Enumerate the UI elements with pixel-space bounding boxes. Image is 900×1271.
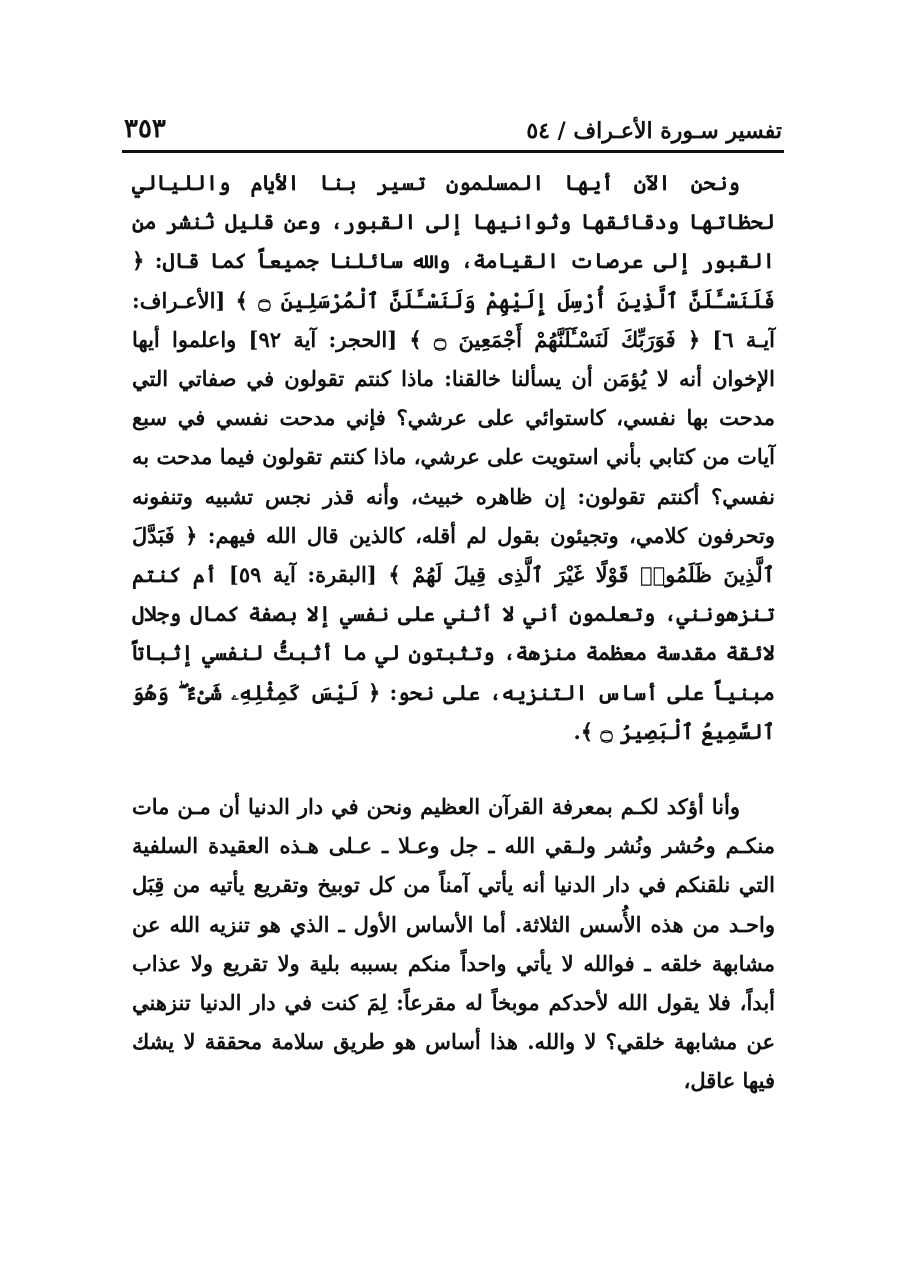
- page-header: [124, 104, 782, 144]
- body-text: [132, 163, 775, 1101]
- page-number: ٣٥٣: [124, 114, 166, 144]
- header-divider: [122, 150, 784, 153]
- paragraph-2: وأنا أؤكد لكـم بمعرفة القرآن العظيم ونحن في دار الدنيا أن مـن مات منكـم وحُشر ونُشر ولـقي الله ـ جل وعـلا ـ عـلى هـذه العقيدة السلفية التي نلقنكم في دار الدنيا أنه يأتي آمناً من كل توبيخ وتقريع يأتيه من قِبَل واحـد من هذه الأُسس الثلاثة. أما الأساس الأول ـ الذي هو تنزيه الله عن مشابهة خلقه ـ فوالله لا يأتي واحداً منكم بسببه بلية ولا تقريع ولا عذاب أبداً، فلا يقول الله لأحدكم موبخاً له مقرعاً: لِمَ كنت في دار الدنيا تنزهني عن مشابهة خلقي؟ لا والله. هذا أساس هو طريق سلامة محققة لا يشك فيها عاقل،: [132, 794, 775, 1094]
- running-title: تفسير سـورة الأعـراف / ٥٤: [526, 118, 782, 144]
- paragraph-1: ونحن الآن أيها المسلمون تسير بنا الأيام والليالي لحظاتها ودقائقها وثوانيها إلى القبور، وعن قليل نُنشر من القبور إلى عرصات القيامة، والله سائلنا جميعاً كما قال: ﴿ فَلَنَسْـَٔلَنَّ ٱلَّذِينَ أُرْسِلَ إِلَيْهِمْ وَلَنَسْـَٔلَنَّ ٱلْمُرْسَلِينَ ۝ ﴾ [الأعـراف: آيـة ٦] ﴿ فَوَرَبِّكَ لَنَسْـَٔلَنَّهُمْ أَجْمَعِينَ ۝ ﴾ [الحجر: آية ٩٢] واعلموا أيها الإخوان أنه لا يُؤمَن أن يسألنا خالقنا: ماذا كنتم تقولون في صفاتي التي مدحت بها نفسي، كاستوائي على عرشي؟ فإني مدحت نفسي في سبع آيات من كتابي بأني استويت على عرشي، ماذا كنتم تقولون فيما مدحت به نفسي؟ أكنتم تقولون: إن ظاهره خبيث، وأنه قذر نجس تشبيه وتنفونه وتحرفون كلامي، وتجيئون بقول لم أقله، كالذين قال الله فيهم: ﴿ فَبَدَّلَ ٱلَّذِينَ ظَلَمُوا۟ قَوْلًا غَيْرَ ٱلَّذِى قِيلَ لَهُمْ ﴾ [البقرة: آية ٥٩] أم كنتم تنزهونني، وتعلمون أني لا أثني على نفسي إلا بصفة كمال وجلال لائقة مقدسة معظمة منزهة، وتثبتون لي ما أثبتُّ لنفسي إثباتاً مبنياً على أساس التنزيه، على نحو: ﴿ لَيْسَ كَمِثْلِهِۦ شَىْءٌ ۖ وَهُوَ ٱلسَّمِيعُ ٱلْبَصِيرُ ۝ ﴾.: [132, 170, 776, 744]
